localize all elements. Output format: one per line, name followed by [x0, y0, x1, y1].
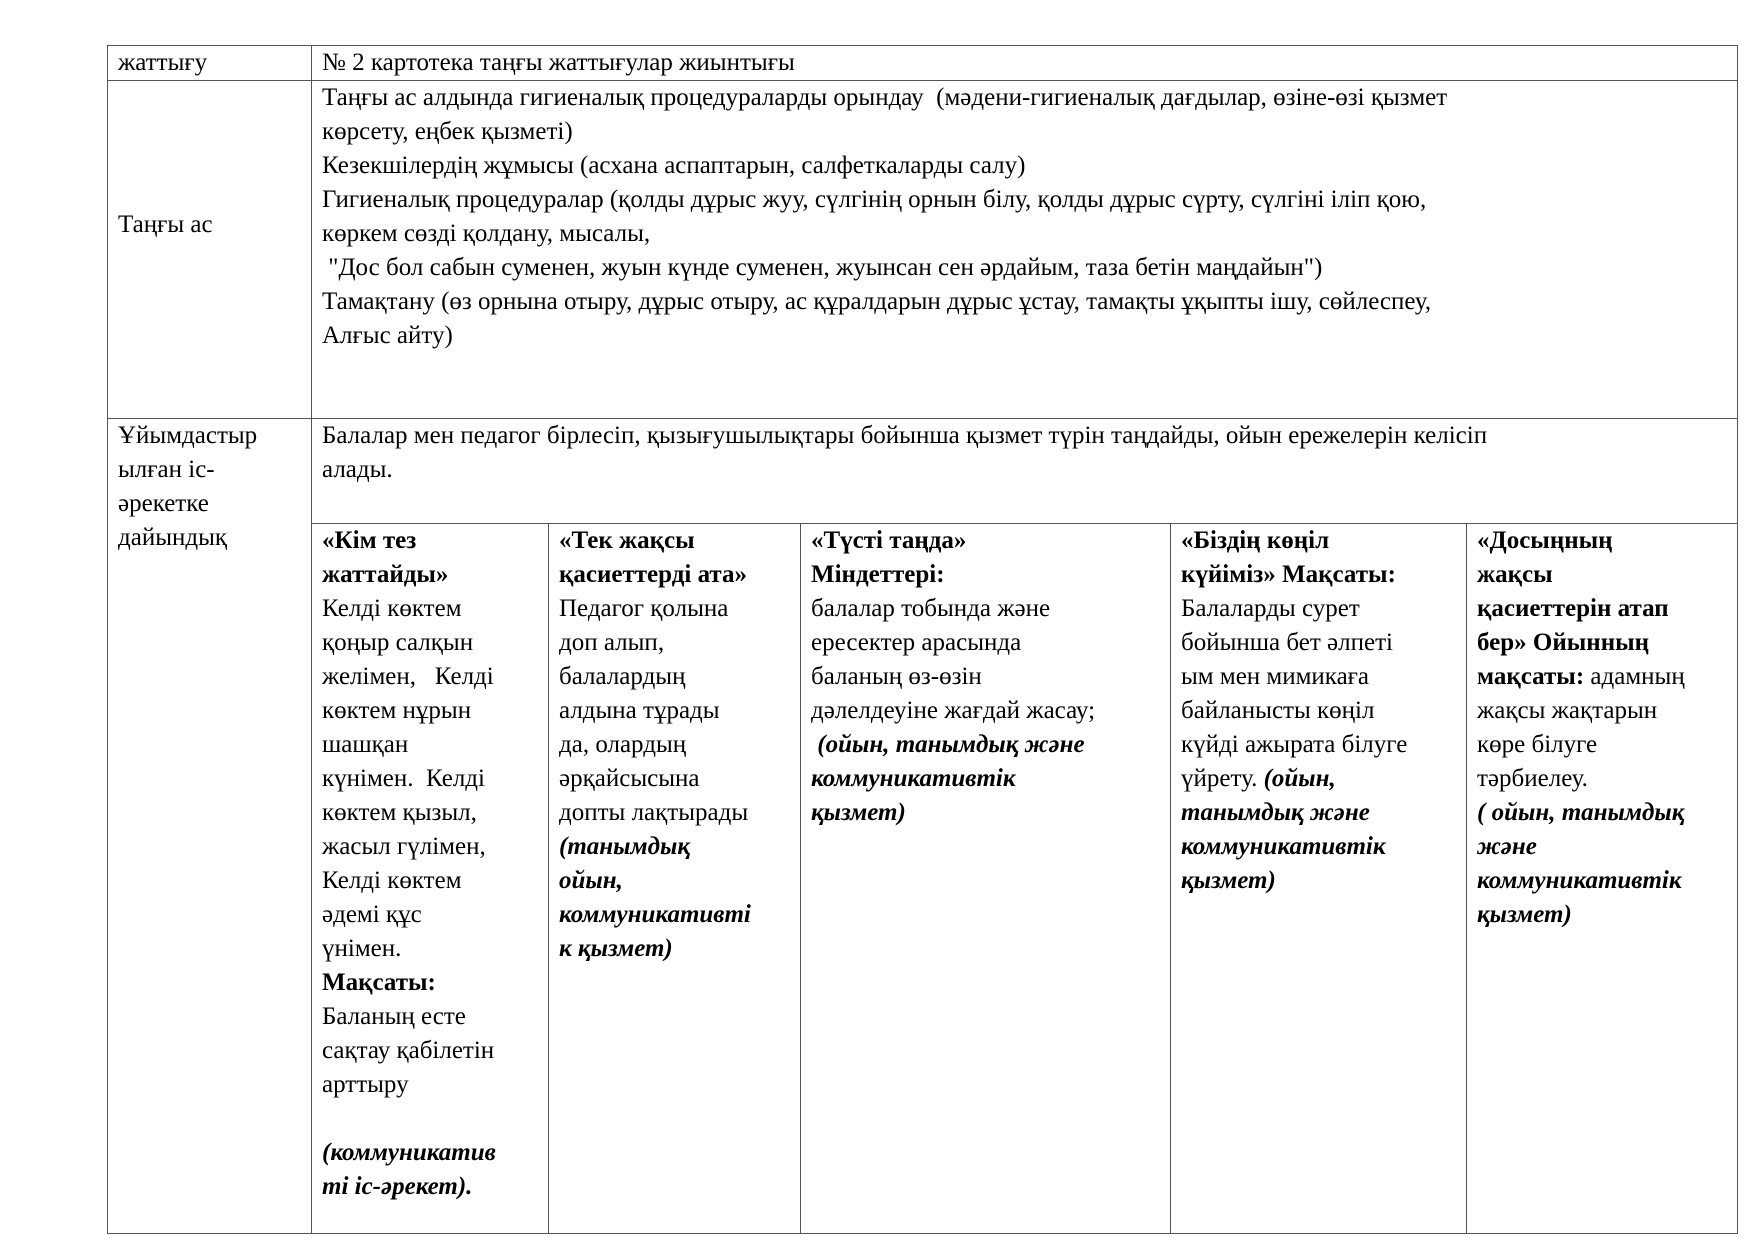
activity-type: және — [1477, 833, 1537, 860]
table-row-games — [108, 524, 1738, 1234]
breakfast-label: Таңғы ас — [108, 81, 312, 419]
goal-label: Мақсаты: — [322, 969, 436, 996]
activity-type: коммуникативтік — [811, 765, 1016, 792]
breakfast-line: Тамақтану (өз орнына отыру, дұрыс отыру, ас құралдарын дұрыс ұстау, тамақты ұқыпты ішу, сөйлеспеу, — [322, 288, 1432, 315]
breakfast-line: көрсету, еңбек қызметі) — [322, 118, 573, 145]
activity-type: коммуникативтік — [1181, 833, 1386, 860]
activity-type: коммуникативті — [559, 901, 751, 928]
activity-type: ойын, — [559, 867, 623, 894]
activity-type: танымдық және — [1181, 799, 1370, 826]
breakfast-line: көркем сөзді қолдану, мысалы, — [322, 220, 651, 247]
breakfast-line: Таңғы ас алдында гигиеналық процедураларды орындау (мәдени-гигиеналық дағдылар, өзіне-өзі қызмет — [322, 84, 1448, 111]
activity-type: (коммуникатив — [322, 1139, 496, 1166]
game-title: «Біздің көңіл — [1181, 527, 1330, 554]
game-cell-2: «Тек жақсы қасиеттерді ата» Педагог қолына доп алып, балалардың алдына тұрады да, олардың әрқайсысына допты лақтырады (танымдық ойын, коммуникативті к қызмет) — [549, 524, 801, 1234]
breakfast-line: Гигиеналық процедуралар (қолды дұрыс жуу, сүлгінің орнын білу, қолды дұрыс сүрту, сүлгіні іліп қою, — [322, 186, 1427, 213]
game-cell-5: «Досыңның жақсы қасиеттерін атап бер» Ойынның мақсаты: адамның жақсы жақтарын көре білуге тәрбиелеу. ( ойын, танымдық және коммуникативтік қызмет) — [1467, 524, 1738, 1234]
game-title: «Досыңның — [1477, 527, 1613, 554]
preparation-intro: Балалар мен педагог бірлесіп, қызығушылықтары бойынша қызмет түрін таңдайды, ойын ережелерін келісіп алады. — [312, 419, 1738, 524]
table-row-preparation — [108, 419, 1738, 524]
exercise-label: жаттығу — [108, 46, 312, 81]
activity-type: коммуникативтік — [1477, 867, 1682, 894]
schedule-table — [107, 45, 1738, 1234]
game-title: күйіміз» Мақсаты: — [1181, 561, 1396, 588]
activity-type: қызмет) — [1477, 901, 1572, 928]
activity-type: (ойын, танымдық және — [811, 731, 1085, 758]
game-cell-1: «Кім тез жаттайды» Келді көктем қоңыр салқын желімен, Келді көктем нұрын шашқан күнімен. Келді көктем қызыл, жасыл гүлімен, Келді көктем әдемі құс үнімен. Мақсаты: Баланың есте сақтау қабілетін арттыру (коммуникатив ті іс-әрекет). — [312, 524, 549, 1234]
game-title: бер» Ойынның — [1477, 629, 1650, 656]
activity-type: қызмет) — [811, 799, 906, 826]
breakfast-content — [312, 81, 1738, 419]
activity-type: қызмет) — [1181, 867, 1276, 894]
game-title: «Түсті таңда» — [811, 527, 967, 554]
preparation-label: Ұйымдастыр ылған іс- әрекетке дайындық — [108, 419, 312, 1234]
game-title: «Кім тез — [322, 527, 417, 554]
activity-type: ( ойын, танымдық — [1477, 799, 1685, 826]
table-row-exercise — [108, 46, 1738, 81]
table-row-breakfast — [108, 81, 1738, 419]
activity-type: ті іс-әрекет). — [322, 1173, 473, 1200]
game-title: қасиеттерді ата» — [559, 561, 748, 588]
activity-type: (танымдық — [559, 833, 691, 860]
game-title: жаттайды» — [322, 561, 449, 588]
game-title: Міндеттері: — [811, 561, 945, 588]
activity-type: к қызмет) — [559, 935, 673, 962]
exercise-content: № 2 картотека таңғы жаттығулар жиынтығы — [312, 46, 1738, 81]
game-cell-4: «Біздің көңіл күйіміз» Мақсаты: Балаларды сурет бойынша бет әлпеті ым мен мимикаға байланысты көңіл күйді ажырата білуге үйрету. (ойын, танымдық және коммуникативтік қызмет) — [1171, 524, 1467, 1234]
game-cell-3: «Түсті таңда» Міндеттері: балалар тобында және ересектер арасында баланың өз-өзін дәлелдеуіне жағдай жасау; (ойын, танымдық және коммуникативтік қызмет) — [801, 524, 1171, 1234]
breakfast-line: Кезекшілердің жұмысы (асхана аспаптарын, салфеткаларды салу) — [322, 152, 1026, 179]
game-title: «Тек жақсы — [559, 527, 695, 554]
game-title: жақсы — [1477, 561, 1553, 588]
activity-type: (ойын, — [1263, 765, 1336, 792]
game-title: қасиеттерін атап — [1477, 595, 1669, 622]
breakfast-line: "Дос бол сабын суменен, жуын күнде суменен, жуынсан сен әрдайым, таза бетін маңдайын") — [322, 254, 1323, 281]
breakfast-line: Алғыс айту) — [322, 322, 453, 349]
